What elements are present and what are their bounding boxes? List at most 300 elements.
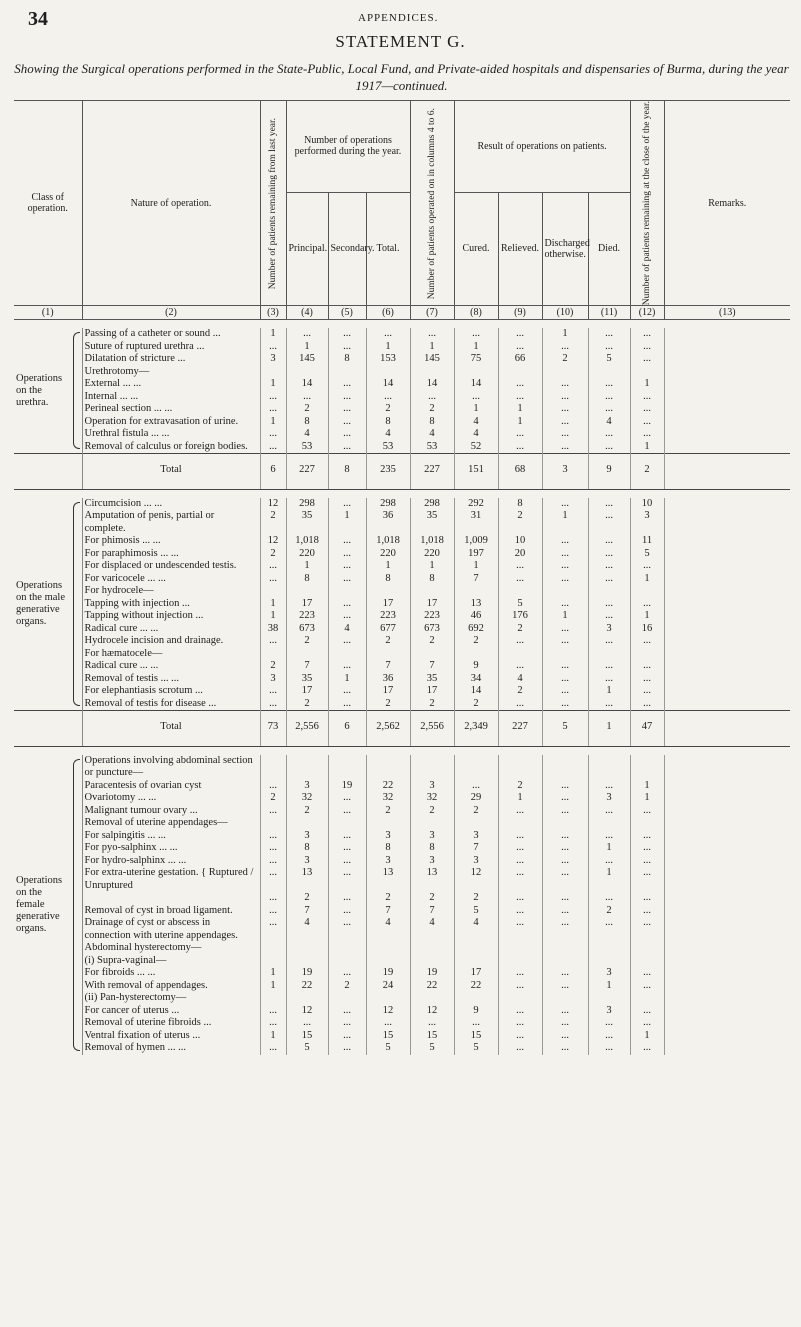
table-cell [588, 817, 630, 830]
class-label-text: Operations on the male generative organs. [16, 579, 65, 627]
table-cell: 34 [454, 673, 498, 686]
table-cell: ... [588, 548, 630, 561]
table-cell: ... [588, 510, 630, 535]
table-cell: 1 [260, 416, 286, 429]
table-row [14, 905, 790, 918]
table-cell: ... [542, 855, 588, 868]
table-cell: ... [260, 842, 286, 855]
table-cell: 3 [410, 780, 454, 793]
table-cell [410, 817, 454, 830]
table-row [14, 780, 790, 793]
table-cell: 3 [454, 855, 498, 868]
table-row [14, 855, 790, 868]
table-cell: ... [328, 917, 366, 942]
table-cell: 3 [260, 353, 286, 366]
table-row [14, 967, 790, 980]
table-cell: 4 [366, 428, 410, 441]
table-cell [664, 905, 790, 918]
table-cell: ... [498, 917, 542, 942]
table-cell: ... [542, 428, 588, 441]
table-cell: 145 [410, 353, 454, 366]
table-cell: 29 [454, 792, 498, 805]
table-cell: ... [588, 780, 630, 793]
table-cell [454, 648, 498, 661]
total-cell: 1 [588, 711, 630, 747]
table-cell: 8 [366, 573, 410, 586]
table-cell: ... [542, 1042, 588, 1055]
table-cell [366, 755, 410, 780]
table-cell: ... [542, 673, 588, 686]
table-cell: ... [498, 805, 542, 818]
operation-name: Suture of ruptured urethra ... [82, 341, 260, 354]
table-cell: ... [542, 598, 588, 611]
operation-name: Amputation of penis, partial or complete. [82, 510, 260, 535]
table-row [14, 510, 790, 535]
table-cell: 15 [286, 1030, 328, 1043]
total-row [14, 711, 790, 747]
table-cell: 1 [630, 780, 664, 793]
table-cell: ... [498, 905, 542, 918]
table-cell: ... [260, 1017, 286, 1030]
table-cell [664, 817, 790, 830]
table-cell: 1,009 [454, 535, 498, 548]
table-cell [664, 573, 790, 586]
table-cell: ... [498, 1030, 542, 1043]
table-cell: ... [542, 660, 588, 673]
table-cell: ... [328, 328, 366, 341]
operation-name: For phimosis ... ... [82, 535, 260, 548]
total-cell: 73 [260, 711, 286, 747]
table-cell: ... [630, 341, 664, 354]
table-cell: ... [328, 378, 366, 391]
operation-name: Ventral fixation of uterus ... [82, 1030, 260, 1043]
table-cell [454, 992, 498, 1005]
table-cell: ... [498, 1005, 542, 1018]
table-cell: ... [588, 441, 630, 454]
table-cell [664, 610, 790, 623]
table-cell [664, 780, 790, 793]
table-cell: 298 [366, 498, 410, 511]
table-cell [664, 623, 790, 636]
table-cell: ... [498, 1042, 542, 1055]
table-cell [498, 585, 542, 598]
table-cell: ... [542, 403, 588, 416]
table-cell [366, 942, 410, 955]
table-cell [286, 755, 328, 780]
table-cell: 17 [454, 967, 498, 980]
operations-table [14, 100, 790, 1055]
table-cell [286, 992, 328, 1005]
table-cell: 3 [454, 830, 498, 843]
table-cell: 2 [260, 510, 286, 535]
operation-name: Drainage of cyst or abscess in connection with uterine appendages. [82, 917, 260, 942]
table-cell: ... [542, 623, 588, 636]
table-cell: 1 [630, 1030, 664, 1043]
operation-name: Urethrotomy— [82, 366, 260, 379]
table-cell: ... [328, 842, 366, 855]
table-body [14, 320, 790, 1055]
table-cell [454, 585, 498, 598]
table-cell: 7 [410, 660, 454, 673]
table-cell: 12 [260, 535, 286, 548]
col-num-6: (6) [366, 306, 410, 320]
table-cell [664, 955, 790, 968]
table-cell: 14 [454, 378, 498, 391]
table-cell: ... [630, 428, 664, 441]
table-row [14, 428, 790, 441]
table-cell: 3 [286, 780, 328, 793]
table-cell: ... [260, 573, 286, 586]
table-cell [286, 942, 328, 955]
table-cell [328, 585, 366, 598]
table-row [14, 955, 790, 968]
table-row [14, 817, 790, 830]
operation-name: For salpingitis ... ... [82, 830, 260, 843]
table-cell: 1 [542, 328, 588, 341]
table-cell: ... [498, 830, 542, 843]
table-cell: 4 [454, 917, 498, 942]
table-cell [664, 353, 790, 366]
total-cell [664, 454, 790, 490]
table-cell: ... [542, 867, 588, 892]
table-cell: 153 [366, 353, 410, 366]
table-cell: 2 [454, 805, 498, 818]
statement-title: STATEMENT G. [335, 32, 466, 51]
total-cell: 47 [630, 711, 664, 747]
table-cell: 223 [286, 610, 328, 623]
operation-name: For fibroids ... ... [82, 967, 260, 980]
table-row [14, 328, 790, 341]
table-cell: 17 [366, 685, 410, 698]
table-cell [542, 755, 588, 780]
table-cell: ... [260, 905, 286, 918]
table-cell: ... [588, 328, 630, 341]
table-cell: 1 [588, 867, 630, 892]
table-cell: ... [630, 635, 664, 648]
table-cell [542, 955, 588, 968]
table-cell [664, 428, 790, 441]
table-row [14, 792, 790, 805]
operation-name: For paraphimosis ... ... [82, 548, 260, 561]
table-cell: ... [588, 855, 630, 868]
table-cell: 12 [454, 867, 498, 892]
table-cell: 1 [260, 980, 286, 993]
table-cell: 8 [328, 353, 366, 366]
table-cell [664, 698, 790, 711]
operation-name [82, 892, 260, 905]
table-row [14, 660, 790, 673]
table-cell: ... [328, 685, 366, 698]
total-cell: 3 [542, 454, 588, 490]
table-row [14, 698, 790, 711]
table-cell: ... [498, 1017, 542, 1030]
table-cell [286, 585, 328, 598]
table-cell: 8 [366, 842, 410, 855]
table-cell: ... [588, 892, 630, 905]
page-number: 34 [28, 8, 48, 30]
table-row [14, 585, 790, 598]
table-cell: ... [542, 635, 588, 648]
table-cell: ... [588, 673, 630, 686]
table-cell: ... [328, 535, 366, 548]
table-row [14, 573, 790, 586]
table-cell: ... [328, 805, 366, 818]
table-cell: 677 [366, 623, 410, 636]
table-cell: 12 [366, 1005, 410, 1018]
table-cell: ... [260, 635, 286, 648]
table-cell [664, 416, 790, 429]
table-cell [286, 366, 328, 379]
table-cell: ... [542, 378, 588, 391]
table-cell [260, 648, 286, 661]
table-cell: ... [542, 917, 588, 942]
table-cell: ... [498, 892, 542, 905]
table-cell: 2 [286, 403, 328, 416]
table-row [14, 917, 790, 942]
table-cell: 1 [260, 1030, 286, 1043]
table-cell: ... [260, 805, 286, 818]
table-row [14, 892, 790, 905]
table-cell [366, 992, 410, 1005]
col-head-patients-operated: Number of patients operated on in columns 4 to 6. [410, 101, 454, 306]
table-cell: ... [630, 905, 664, 918]
table-cell: 19 [286, 967, 328, 980]
col-head-secondary: Secondary. [328, 192, 366, 306]
table-cell: 17 [286, 685, 328, 698]
table-cell: ... [630, 685, 664, 698]
col-num-11: (11) [588, 306, 630, 320]
operation-name: With removal of appendages. [82, 980, 260, 993]
table-cell: ... [630, 673, 664, 686]
table-cell: ... [328, 341, 366, 354]
table-cell: ... [542, 842, 588, 855]
col-head-principal: Principal. [286, 192, 328, 306]
col-head-result: Result of operations on patients. [454, 101, 630, 193]
table-cell: 8 [410, 842, 454, 855]
table-cell: ... [260, 403, 286, 416]
table-cell: ... [328, 598, 366, 611]
table-cell: 14 [286, 378, 328, 391]
operation-name: Abdominal hysterectomy— [82, 942, 260, 955]
operation-name: Removal of uterine appendages— [82, 817, 260, 830]
table-cell: ... [410, 328, 454, 341]
table-cell [498, 955, 542, 968]
table-row [14, 867, 790, 892]
table-row [14, 992, 790, 1005]
table-cell [664, 635, 790, 648]
table-cell: 1 [498, 792, 542, 805]
table-cell: 19 [328, 780, 366, 793]
table-cell: ... [588, 428, 630, 441]
table-row [14, 1042, 790, 1055]
table-cell: 4 [286, 428, 328, 441]
table-cell [630, 755, 664, 780]
table-cell: ... [630, 698, 664, 711]
table-cell [630, 648, 664, 661]
table-cell: 2 [286, 635, 328, 648]
table-cell [664, 510, 790, 535]
operation-name: Operations involving abdominal section or puncture— [82, 755, 260, 780]
table-cell: 2 [366, 635, 410, 648]
table-cell: 1 [588, 685, 630, 698]
table-cell: 692 [454, 623, 498, 636]
table-cell: 3 [286, 855, 328, 868]
table-cell: ... [498, 573, 542, 586]
table-cell: 35 [410, 673, 454, 686]
table-cell [260, 755, 286, 780]
table-cell: 1 [260, 378, 286, 391]
table-cell: ... [328, 416, 366, 429]
table-cell: ... [588, 403, 630, 416]
table-cell: 1 [286, 560, 328, 573]
table-cell [328, 992, 366, 1005]
table-cell [630, 585, 664, 598]
table-row [14, 391, 790, 404]
table-cell: 7 [286, 905, 328, 918]
table-row [14, 1017, 790, 1030]
table-cell: 12 [286, 1005, 328, 1018]
table-cell: ... [498, 855, 542, 868]
table-cell [454, 942, 498, 955]
table-cell: 2 [286, 805, 328, 818]
table-cell: 1 [630, 378, 664, 391]
table-cell [664, 1017, 790, 1030]
table-cell: 298 [410, 498, 454, 511]
table-cell [588, 955, 630, 968]
table-cell [410, 366, 454, 379]
table-cell: 19 [366, 967, 410, 980]
col-head-remaining-close: Number of patients remaining at the close of the year. [630, 101, 664, 306]
table-cell [498, 755, 542, 780]
brace-mark [73, 332, 80, 449]
table-cell: ... [498, 867, 542, 892]
table-cell: ... [542, 698, 588, 711]
operation-name: Dilatation of stricture ... [82, 353, 260, 366]
table-cell [260, 366, 286, 379]
table-cell: 5 [454, 1042, 498, 1055]
table-cell: 8 [366, 416, 410, 429]
table-cell: 3 [588, 967, 630, 980]
table-cell [454, 955, 498, 968]
col-num-10: (10) [542, 306, 588, 320]
operation-name: Tapping without injection ... [82, 610, 260, 623]
table-cell: ... [630, 917, 664, 942]
table-cell: 22 [454, 980, 498, 993]
table-cell [664, 366, 790, 379]
table-cell: 1 [328, 673, 366, 686]
operation-name: For cancer of uterus ... [82, 1005, 260, 1018]
table-cell [664, 660, 790, 673]
table-cell [260, 817, 286, 830]
table-cell: 8 [286, 573, 328, 586]
table-cell [664, 755, 790, 780]
table-cell: 673 [286, 623, 328, 636]
total-cell: 2,562 [366, 711, 410, 747]
table-cell: ... [588, 598, 630, 611]
table-cell: 1,018 [366, 535, 410, 548]
table-cell: ... [630, 855, 664, 868]
table-row [14, 560, 790, 573]
table-cell: 7 [366, 660, 410, 673]
table-cell: ... [410, 1017, 454, 1030]
table-cell: ... [328, 830, 366, 843]
table-cell [542, 817, 588, 830]
table-cell: 3 [286, 830, 328, 843]
table-cell: ... [588, 1042, 630, 1055]
table-cell: ... [498, 378, 542, 391]
table-cell: 298 [286, 498, 328, 511]
table-cell [410, 755, 454, 780]
table-cell: ... [542, 967, 588, 980]
col-num-12: (12) [630, 306, 664, 320]
table-cell [286, 648, 328, 661]
table-cell: ... [588, 917, 630, 942]
table-cell [498, 942, 542, 955]
table-cell: 1 [588, 980, 630, 993]
table-row [14, 1030, 790, 1043]
brace-mark [73, 502, 80, 707]
table-cell: ... [260, 341, 286, 354]
table-cell [410, 585, 454, 598]
operation-name: Passing of a catheter or sound ... [82, 328, 260, 341]
table-cell: 4 [588, 416, 630, 429]
table-cell: 2 [260, 548, 286, 561]
table-cell: 220 [366, 548, 410, 561]
total-cell: 6 [328, 711, 366, 747]
table-row [14, 623, 790, 636]
table-cell: 2 [260, 660, 286, 673]
table-cell: 1 [630, 573, 664, 586]
table-cell: 12 [410, 1005, 454, 1018]
table-cell: 5 [410, 1042, 454, 1055]
table-cell: ... [454, 780, 498, 793]
table-cell: ... [366, 391, 410, 404]
table-cell: 5 [286, 1042, 328, 1055]
table-cell [664, 548, 790, 561]
table-cell [260, 942, 286, 955]
table-cell: ... [498, 660, 542, 673]
operation-name: Urethral fistula ... ... [82, 428, 260, 441]
table-cell: 8 [410, 416, 454, 429]
table-cell: 35 [286, 673, 328, 686]
table-cell: 35 [410, 510, 454, 535]
table-cell: 32 [286, 792, 328, 805]
col-num-2: (2) [82, 306, 260, 320]
table-row [14, 942, 790, 955]
operation-name: Removal of cyst in broad ligament. [82, 905, 260, 918]
table-cell: ... [260, 428, 286, 441]
table-row [14, 1005, 790, 1018]
table-cell: 36 [366, 673, 410, 686]
table-cell: 24 [366, 980, 410, 993]
table-row [14, 353, 790, 366]
table-cell: 53 [366, 441, 410, 454]
table-cell [630, 942, 664, 955]
table-cell: 2 [366, 805, 410, 818]
col-num-13: (13) [664, 306, 790, 320]
table-cell: ... [328, 660, 366, 673]
table-cell: ... [498, 980, 542, 993]
col-num-4: (4) [286, 306, 328, 320]
table-row [14, 685, 790, 698]
table-cell: 7 [366, 905, 410, 918]
table-cell: 8 [498, 498, 542, 511]
table-cell: 13 [366, 867, 410, 892]
table-cell [664, 441, 790, 454]
table-cell: 176 [498, 610, 542, 623]
table-cell: 2 [498, 510, 542, 535]
table-cell [664, 328, 790, 341]
